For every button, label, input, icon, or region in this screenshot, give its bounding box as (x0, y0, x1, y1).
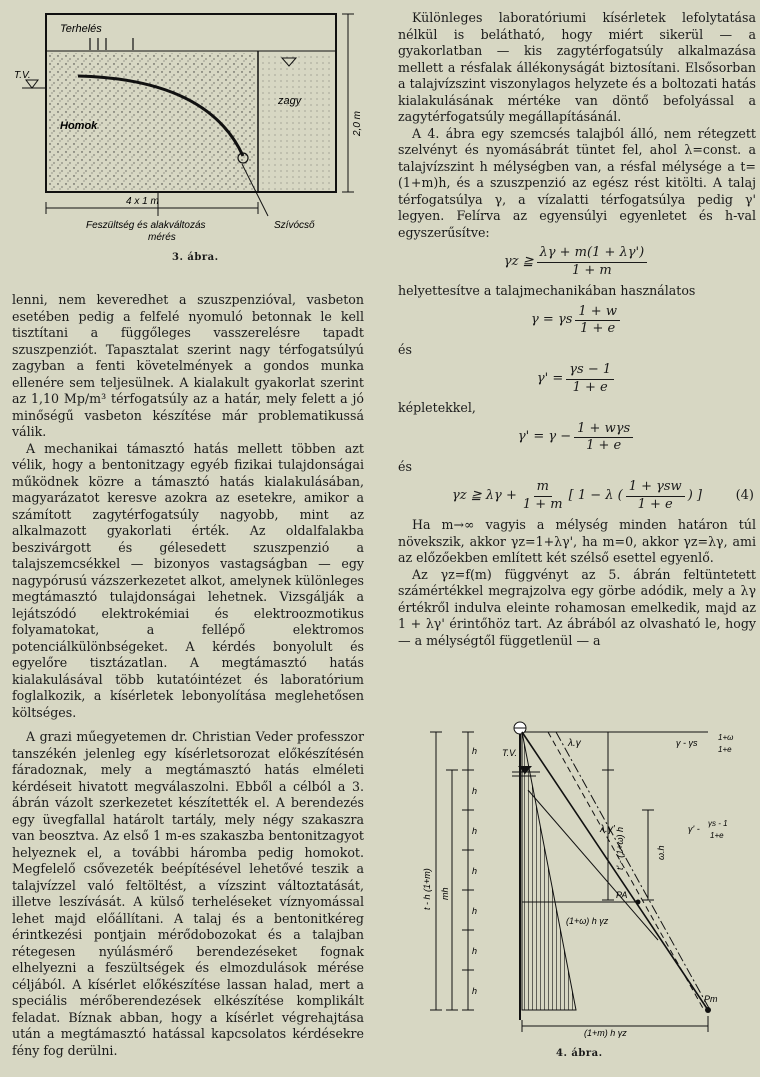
slurry-region (258, 53, 334, 190)
right-paragraph-2: A 4. ábra egy szemcsés talajból álló, nem rétegzett szelvényt és nyomásábrát tüntet fel, ahol λ=const. a talajvízszint h mélységben van, a résfal mélysége a t=(1+m)h, és a szuszpenzió az egész rést kitölti. A talaj térfogatsúlya γ, a vízalatti térfogatsúlya pedig γ' legyen. Felírva az egyensúlyi egyenletet és h-val egyszerűsítve: (398, 125, 756, 240)
gamma-prime-b: γs - 1 (708, 819, 728, 828)
width-label: 4 x 1 m (126, 196, 159, 207)
h-label-7: h (472, 986, 478, 996)
gamma-formula-c: 1+e (718, 745, 732, 754)
figure-3-caption: 3. ábra. (172, 252, 219, 263)
tv-label: T.V. (14, 70, 31, 81)
h-label-3: h (472, 826, 478, 836)
left-paragraph-1: lenni, nem keveredhet a szuszpenzióval, vasbeton esetében pedig a felfelé nyomuló betonnak le kell tisztítani a függőleges vasszerelésre tapadt szuszpenziót. Tapasztalat szerint nagy térfogatsúlyú zagyban a fenti követelmények a gondos munka ellenére sem teljesülnek. A kialakult gyakorlat szerint az 1,10 Mp/m³ térfogatsúly az a határ, mely felett a jó minőségű vasbeton készítése már problematikussá válik. (12, 292, 364, 439)
text-es-1: és (398, 341, 412, 357)
right-paragraph-1: Különleges laboratóriumi kísérletek lefolytatása nélkül is belátható, hogy miért sikerül — a gyakorlatban — kis zagytérfogatsúly alkalmazása mellett a résfalak állékonyságát biztosítani. Elsősorban a talajvízszint viszonylagos helyzete és a boltozati hatás kialakulásának mértéke van döntő befolyással a zagytérfogatsúly megállapításánál. (398, 10, 756, 124)
h-label-2: h (472, 786, 478, 796)
left-column (12, 292, 364, 1059)
right-paragraph-4: Az γz=f(m) függvényt az 5. ábrán feltüntetett számértékkel megrajzolva egy görbe adódik, mely a λγ értékről indulva eleinte rohamosan emelkedik, majd az 1 + λγ' érintőhöz tart. Az ábrából az olvasható le, hogy — a mélységtől függetlenül — a (398, 566, 756, 648)
t-label: t - h (1+m) (422, 868, 432, 910)
lambda-gamma-prime-label: λ.γ' (600, 824, 615, 835)
meres-label-2: mérés (148, 232, 176, 243)
right-paragraph-3: Ha m→∞ vagyis a mélység minden határon túl növekszik, akkor γz=1+λγ', ha m=0, akkor γz=λγ, ami az előzőekben említett két szélső esettel egyenlő. (398, 517, 756, 565)
pz-label: (1+ω) h γz (566, 916, 609, 926)
height-label: 2,0 m (352, 110, 363, 136)
equation-2: γ = γs $\frac{1 + w}{1 + e}$ (398, 304, 756, 338)
szivocso-label: Szívócső (274, 220, 315, 231)
figure-4-caption: 4. ábra. (556, 1048, 603, 1059)
text-substitution: helyettesítve a talajmechanikában használatos (398, 283, 696, 298)
right-column (398, 10, 756, 649)
equation-4: γ' = γ − $\frac{\text{1 + wγs}}{1 + e}$ (398, 421, 756, 455)
load-arrows (90, 38, 133, 50)
figure-4 (408, 710, 753, 1045)
h-label-4: h (472, 866, 478, 876)
terheles-label: Terhelés (60, 23, 102, 35)
bottom-label: (1+m) h γz (584, 1028, 627, 1038)
gamma-formula-a: γ - γs (676, 738, 698, 748)
water-level-marker (26, 80, 38, 88)
equation-3: γ' = $\frac{\gamma s - 1}{1 + e}$ (398, 362, 756, 396)
left-paragraph-3: A grazi műegyetemen dr. Christian Veder professzor tanszékén jelenleg egy kísérletsorozat előkészítésén fáradoznak, mely a megtámasztó hatás elméleti kérdéseit hivatott megválaszolni. Ebből a célból a 3. ábrán vázolt szerkezetet készítették el. A berendezés egy üvegfallal határolt tartály, mely négy szakaszra van beosztva. Az első 1 m-es szakaszba bentonitzagyot helyeznek el, a további háromba pedig homokot. Megfelelő csővezeték beépítésével lehetővé teszik a talajvízzel való feltöltést, a vízszint változtatását, illetve leszívását. A külső terheléseket víznyomással lehet majd előállítani. A talaj és a bentonitkéreg érintkezési pontjain mérődobozokat és a talajban rétegesen nyúlásmérő berendezéseket fognak elhelyezni a feszültségek és elmozdulások mérése céljából. A kísérlet előkészítése lassan halad, mert a speciális mérőberendezések elkészítése komplikált feladat. Bíznak abban, hogy a kísérlet végrehajtása után a megtámasztó hatással kapcsolatos kérdésekre fény fog derülni. (12, 729, 364, 1058)
left-paragraph-2: A mechanikai támasztó hatás mellett többen azt vélik, hogy a bentonitzagy egyéb fizikai tulajdonságai működnek közre a támasztó hatás kialakulásában, magyarázatot keresve azokra az esetekre, amikor a számított zagytérfogatsúly nagyobb, mint az alkalmazott gyakorlati érték. Az oldalfalakba beszivárgott és gélesedett szuszpenzió a talajszemcsékkel — bizonyos vastagságban — egy nagypórusú vázszerkezetet alkot, amelynek különleges megtámasztó tulajdonságai lehetnek. Vizsgálják a lejátszódó elektrokémiai és elektroozmotikus folyamatokat, a fellépő elektromos potenciálkülönbségeket. A kérdés bonyolult és egyelőre tisztázatlan. A megtámasztó hatás kialakulásával több kutatóintézet és laboratórium foglalkozik, a kísérletek lebonyolítása meglehetősen költséges. (12, 440, 364, 720)
h-label-5: h (472, 906, 478, 916)
pm-label: Pm (704, 994, 718, 1004)
equation-number: (4) (735, 487, 754, 503)
pa-label: PA (616, 890, 628, 900)
text-es-2: és (398, 458, 412, 474)
h-label-6: h (472, 946, 478, 956)
figure-3 (8, 6, 370, 256)
lambda-gamma-label: λ.γ (568, 738, 581, 749)
text-kepletekkel: képletekkel, (398, 400, 476, 415)
gamma-prime-a: γ' - (688, 824, 700, 834)
omega-h-label: ω.h (656, 845, 666, 860)
meres-label-1: Feszültség és alakváltozás (86, 220, 206, 231)
gamma-formula-b: 1+ω (718, 733, 734, 742)
fig4-tv-label: T.V. (502, 748, 518, 758)
equation-1: γz ≧ $\frac{\lambda\gamma + m(1 + \lambda\gamma')}{1 + m}$ (398, 245, 756, 279)
zagy-label: zagy (278, 95, 302, 107)
h-label-1: h (472, 746, 478, 756)
t-star-label: t' - (1+ω) h (615, 827, 625, 870)
homok-label: Homok (60, 120, 98, 132)
gamma-prime-c: 1+e (710, 831, 724, 840)
equation-5: γz ≧ λγ + $\frac{m}{1 + m}$ [ 1 − λ ( $\frac{\text{1 + γsw}}{1 + e}$ ) ] (4) (452, 479, 754, 512)
mh-label: mh (440, 887, 450, 900)
